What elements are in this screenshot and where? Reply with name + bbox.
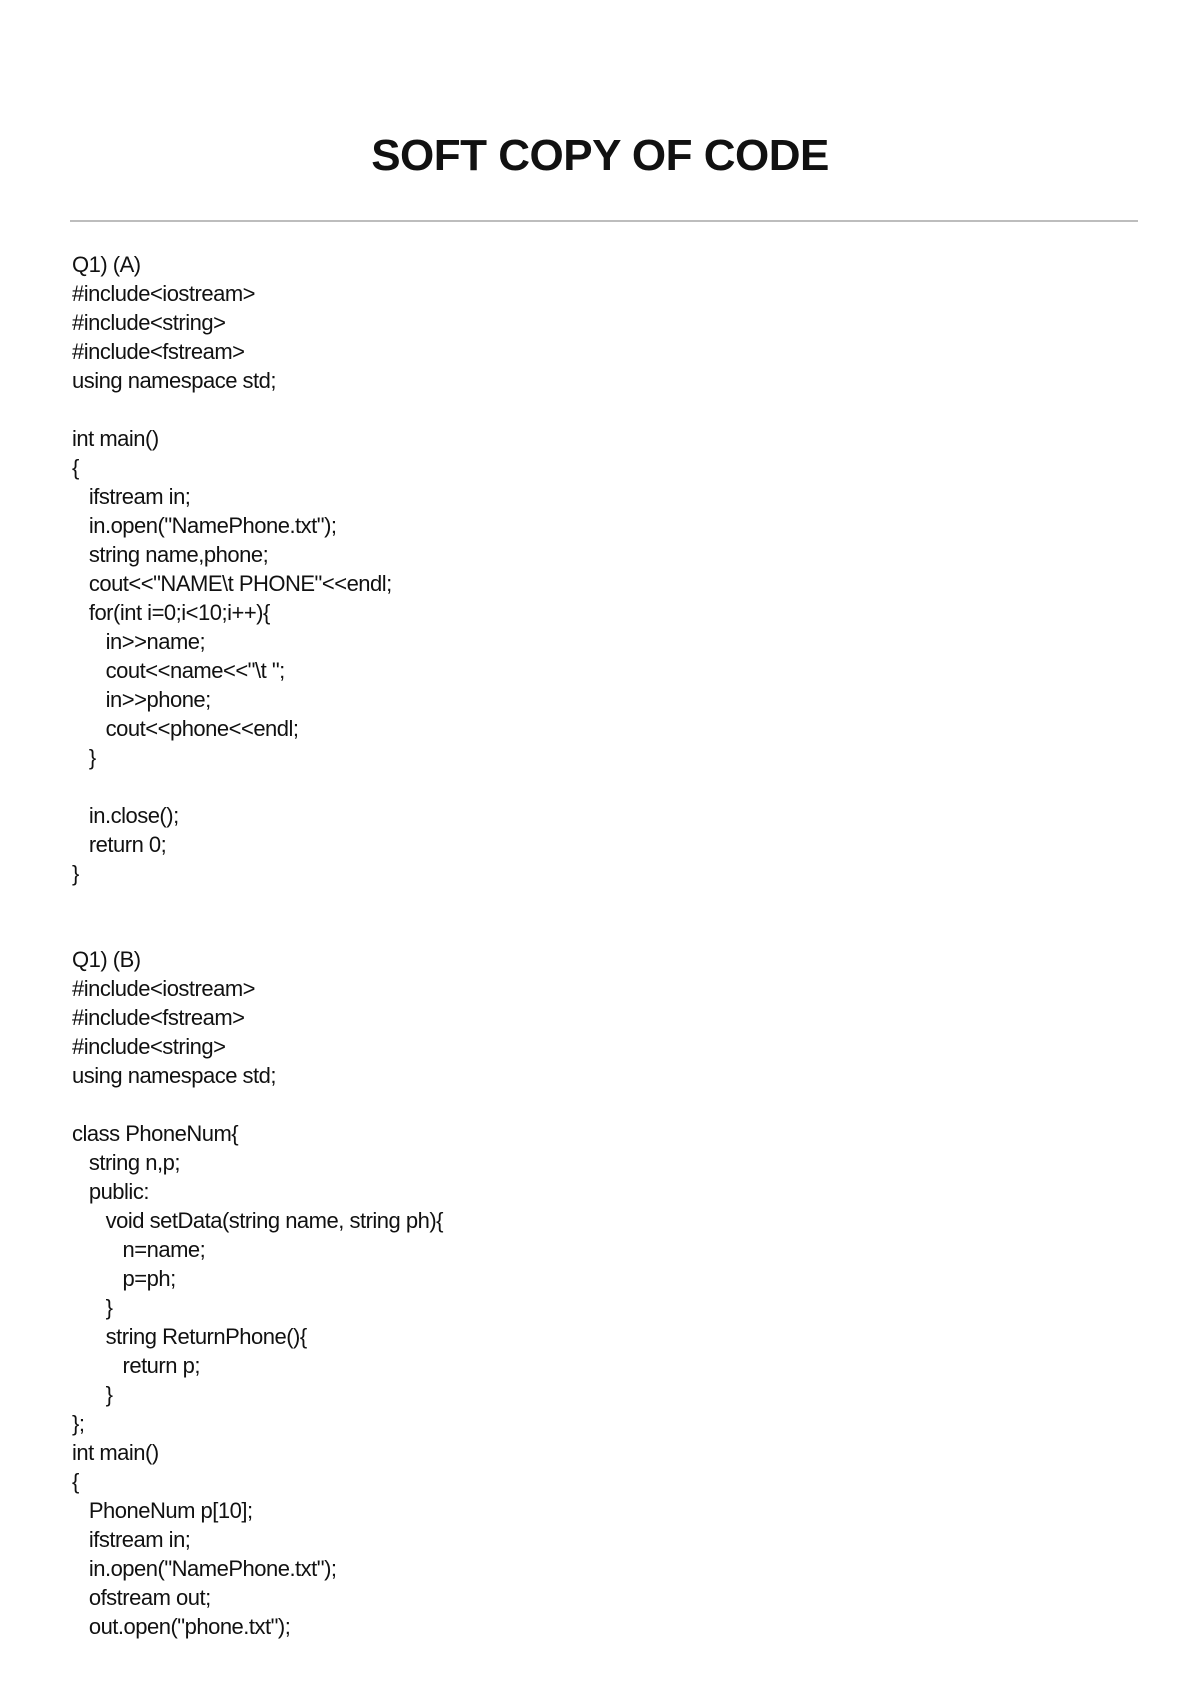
code-line: in>>name; <box>72 629 206 654</box>
code-line: using namespace std; <box>72 1063 277 1088</box>
code-line: int main() <box>72 1440 159 1465</box>
code-block-q1b <box>72 945 1132 1641</box>
code-line: { <box>72 1469 79 1494</box>
code-line: in.open("NamePhone.txt"); <box>72 1556 337 1581</box>
code-line: PhoneNum p[10]; <box>72 1498 253 1523</box>
code-line: int main() <box>72 426 159 451</box>
code-line: class PhoneNum{ <box>72 1121 239 1146</box>
code-block-q1a <box>72 250 1132 888</box>
code-line: ofstream out; <box>72 1585 211 1610</box>
code-line: in>>phone; <box>72 687 211 712</box>
code-line: return 0; <box>72 832 167 857</box>
code-line: n=name; <box>72 1237 206 1262</box>
code-line: ifstream in; <box>72 484 191 509</box>
code-line: } <box>72 745 96 770</box>
code-line: ifstream in; <box>72 1527 191 1552</box>
code-line <box>72 395 1132 424</box>
code-line: for(int i=0;i<10;i++){ <box>72 600 270 625</box>
code-line: in.open("NamePhone.txt"); <box>72 513 337 538</box>
code-line: in.close(); <box>72 803 179 828</box>
code-line: }; <box>72 1411 85 1436</box>
code-line: out.open("phone.txt"); <box>72 1614 291 1639</box>
document-title: SOFT COPY OF CODE <box>371 131 829 180</box>
code-line: void setData(string name, string ph){ <box>72 1208 444 1233</box>
code-line: Q1) (A) <box>72 252 141 277</box>
code-line: string name,phone; <box>72 542 269 567</box>
code-line <box>72 772 1132 801</box>
code-line: Q1) (B) <box>72 947 141 972</box>
code-line: using namespace std; <box>72 368 277 393</box>
code-line: cout<<"NAME\t PHONE"<<endl; <box>72 571 392 596</box>
code-line: public: <box>72 1179 149 1204</box>
code-line: cout<<phone<<endl; <box>72 716 299 741</box>
code-line: #include<iostream> <box>72 281 256 306</box>
code-line: #include<fstream> <box>72 1005 245 1030</box>
code-line: string n,p; <box>72 1150 180 1175</box>
code-line: #include<string> <box>72 310 226 335</box>
code-line <box>72 1090 1132 1119</box>
code-line: { <box>72 455 79 480</box>
code-line: p=ph; <box>72 1266 176 1291</box>
code-line: } <box>72 1382 113 1407</box>
code-line: #include<fstream> <box>72 339 245 364</box>
code-line: } <box>72 861 79 886</box>
code-line: #include<string> <box>72 1034 226 1059</box>
code-line: return p; <box>72 1353 200 1378</box>
title-divider <box>70 220 1138 222</box>
code-line: } <box>72 1295 113 1320</box>
code-line: #include<iostream> <box>72 976 256 1001</box>
code-line: string ReturnPhone(){ <box>72 1324 307 1349</box>
code-line: cout<<name<<"\t "; <box>72 658 285 683</box>
